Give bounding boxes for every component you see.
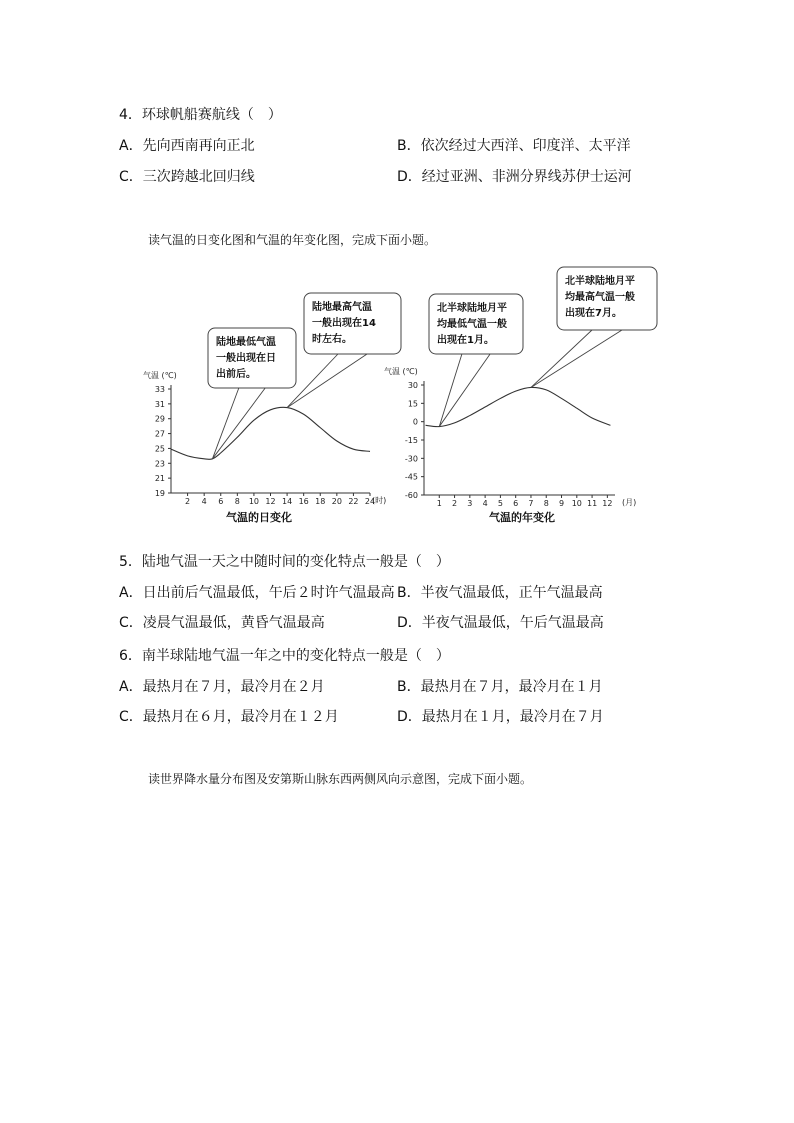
y-tick-label: 19: [154, 489, 165, 498]
y-tick-label: 25: [154, 444, 165, 454]
y-tick-label: 21: [154, 474, 165, 484]
q5-option-b[interactable]: B．半夜气温最低，正午气温最高: [397, 585, 603, 601]
q5-option-d[interactable]: D．半夜气温最低，午后气温最高: [397, 615, 604, 631]
x-axis-unit: (时): [372, 496, 387, 505]
y-tick-label: -60: [404, 491, 418, 500]
callout-text-line: 陆地最低气温: [216, 337, 276, 348]
y-tick-label: 30: [407, 381, 418, 390]
callout-text-line: 均最高气温一般: [565, 292, 635, 303]
x-tick-label: 11: [586, 499, 598, 508]
x-tick-label: 20: [331, 497, 342, 506]
x-tick-label: 8: [543, 499, 549, 508]
x-tick-label: 24: [364, 497, 376, 506]
x-tick-label: 12: [265, 497, 276, 506]
q4-option-d[interactable]: D．经过亚洲、非洲分界线苏伊士运河: [397, 169, 632, 185]
x-tick-label: 4: [482, 499, 488, 508]
callout-text-line: 出现在7月。: [565, 308, 622, 319]
q6-option-c[interactable]: C．最热月在６月，最冷月在１２月: [119, 709, 339, 725]
callout-pointer: [439, 354, 462, 427]
q6-option-a[interactable]: A．最热月在７月，最冷月在２月: [119, 679, 325, 695]
q5-option-c[interactable]: C．凌晨气温最低，黄昏气温最高: [119, 615, 325, 631]
x-tick-label: 4: [201, 497, 207, 506]
annual-temperature-chart: [384, 267, 657, 524]
x-tick-label: 8: [234, 497, 240, 506]
callout-text-line: 出现在1月。: [437, 335, 494, 346]
q4-stem: 4．环球帆船赛航线（ ）: [119, 107, 282, 123]
q5-stem: 5．陆地气温一天之中随时间的变化特点一般是（ ）: [119, 554, 450, 570]
x-tick-label: 2: [185, 497, 191, 506]
q6-option-d[interactable]: D．最热月在１月，最冷月在７月: [397, 709, 604, 725]
q6-option-b[interactable]: B．最热月在７月，最冷月在１月: [397, 679, 603, 695]
x-tick-label: 6: [513, 499, 519, 508]
y-tick-label: 15: [407, 399, 418, 409]
callout-pointer: [287, 354, 367, 408]
x-tick-label: 1: [436, 499, 442, 508]
daily-temperature-chart: [143, 293, 401, 524]
temperature-curve: [171, 407, 370, 459]
y-tick-label: 33: [154, 385, 165, 394]
x-tick-label: 3: [467, 499, 473, 508]
q4-option-a[interactable]: A．先向西南再向正北: [119, 138, 255, 154]
chart-title: 气温的年变化: [489, 511, 555, 524]
x-tick-label: 18: [315, 497, 326, 506]
y-tick-label: 0: [412, 417, 418, 427]
y-tick-label: 31: [154, 399, 165, 409]
y-tick-label: 23: [154, 459, 165, 469]
x-tick-label: 16: [298, 497, 309, 506]
x-tick-label: 7: [528, 499, 534, 508]
y-tick-label: -45: [404, 472, 418, 482]
x-tick-label: 9: [558, 499, 565, 508]
intro-text-1: 读气温的日变化图和气温的年变化图，完成下面小题。: [148, 233, 437, 247]
y-axis-title: 气温 (℃): [384, 367, 418, 376]
callout-text-line: 时左右。: [312, 334, 352, 345]
callout-pointer: [531, 330, 592, 387]
callout-text-line: 北半球陆地月平: [437, 303, 507, 314]
x-tick-label: 14: [281, 497, 293, 506]
callout-text-line: 出前后。: [216, 369, 256, 380]
x-tick-label: 22: [348, 497, 359, 506]
q5-option-a[interactable]: A．日出前后气温最低，午后２时许气温最高: [119, 585, 395, 601]
y-tick-label: 29: [154, 414, 165, 424]
x-tick-label: 10: [248, 497, 260, 506]
x-axis-unit: (月): [622, 498, 637, 507]
intro-text-2: 读世界降水量分布图及安第斯山脉东西两侧风向示意图，完成下面小题。: [148, 772, 533, 786]
q4-option-b[interactable]: B．依次经过大西洋、印度洋、太平洋: [397, 138, 631, 154]
temperature-charts-figure: [0, 262, 794, 542]
y-tick-label: -15: [404, 436, 418, 445]
callout-text-line: 陆地最高气温: [312, 302, 372, 313]
callout-pointer: [439, 354, 490, 427]
callout-text-line: 一般出现在14: [312, 318, 376, 329]
q4-option-c[interactable]: C．三次跨越北回归线: [119, 169, 255, 185]
x-tick-label: 2: [452, 499, 458, 508]
x-tick-label: 12: [602, 499, 613, 508]
y-tick-label: 27: [154, 429, 165, 439]
callout-text-line: 北半球陆地月平: [565, 276, 635, 287]
callout-pointer: [531, 330, 622, 387]
chart-title: 气温的日变化: [226, 511, 292, 524]
x-tick-label: 10: [571, 499, 582, 508]
x-tick-label: 5: [497, 499, 503, 508]
x-tick-label: 6: [218, 497, 224, 506]
callout-text-line: 一般出现在日: [216, 353, 276, 364]
callout-text-line: 均最低气温一般: [437, 319, 507, 330]
callout-pointer: [212, 388, 265, 459]
y-axis-title: 气温 (℃): [143, 371, 177, 380]
q6-stem: 6．南半球陆地气温一年之中的变化特点一般是（ ）: [119, 648, 450, 664]
y-tick-label: -30: [404, 454, 418, 464]
